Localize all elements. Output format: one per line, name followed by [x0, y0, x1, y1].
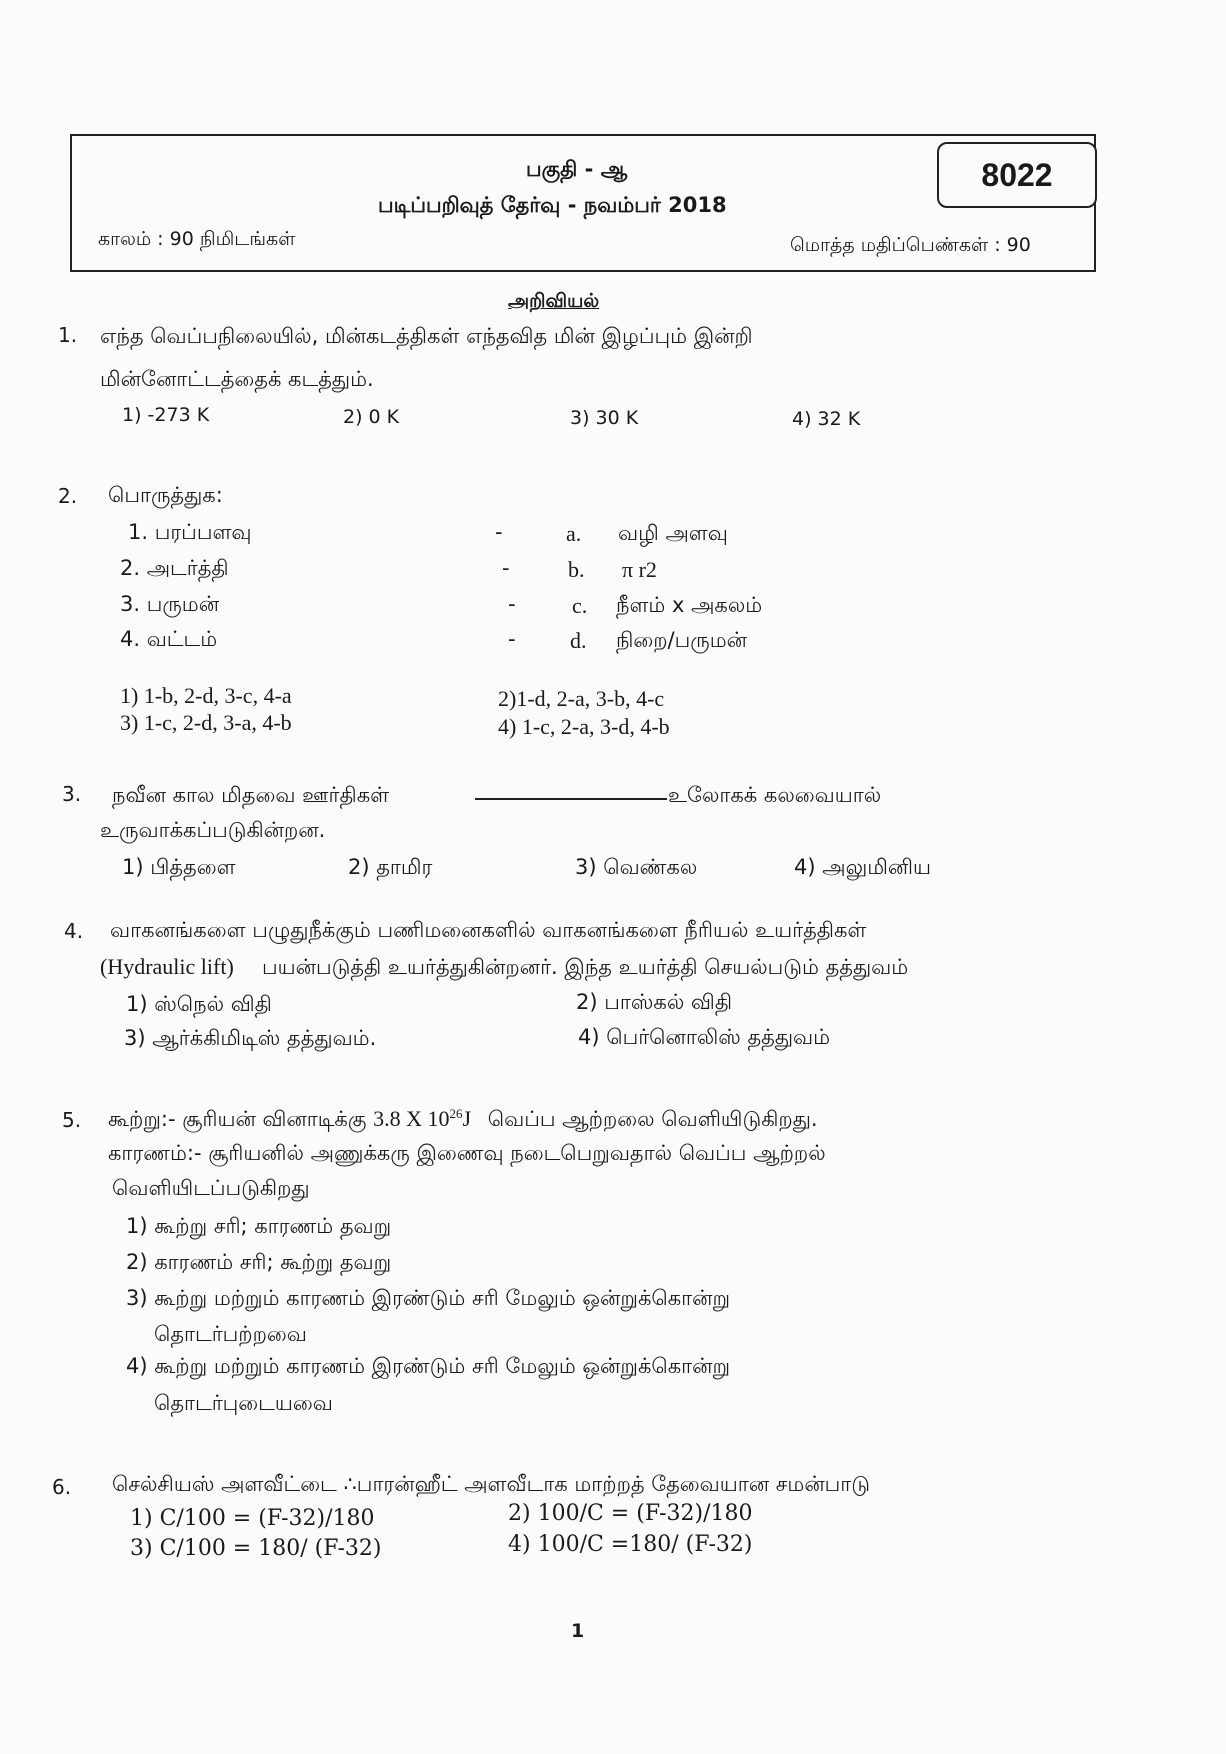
- question-3-line2: உருவாக்கப்படுகின்றன.: [100, 818, 326, 842]
- question-5-option-4: 4) கூற்று மற்றும் காரணம் இரண்டும் சரி மேலும் ஒன்றுக்கொன்று: [126, 1354, 731, 1378]
- question-1-line2: மின்னோட்டத்தைக் கடத்தும்.: [100, 367, 374, 391]
- question-4-option-4: 4) பெர்னொலிஸ் தத்துவம்: [578, 1025, 831, 1049]
- question-6-option-3: 3) C/100 = 180/ (F-32): [130, 1536, 382, 1561]
- match-right-letter-c: c.: [572, 593, 588, 618]
- question-6-line1: செல்சியஸ் அளவீட்டை ∴பாரன்ஹீட் அளவீடாக மாற்றத் தேவையான சமன்பாடு: [112, 1472, 871, 1496]
- question-1-number: 1.: [58, 323, 78, 347]
- match-right-c: நீளம் x அகலம்: [616, 593, 763, 617]
- match-right-letter-d: d.: [570, 628, 587, 653]
- question-5-exponent: 26: [449, 1106, 463, 1121]
- question-3-number: 3.: [62, 782, 82, 806]
- match-dash-1: -: [495, 520, 503, 544]
- total-marks: மொத்த மதிப்பெண்கள் : 90: [790, 234, 1031, 256]
- question-3-option-4: 4) அலுமினிய: [794, 855, 932, 879]
- match-left-1: 1. பரப்பளவு: [128, 520, 252, 544]
- question-2-option-4: 4) 1-c, 2-a, 3-d, 4-b: [498, 714, 670, 739]
- question-6-option-4: 4) 100/C =180/ (F-32): [508, 1532, 753, 1557]
- question-5-claim-start: கூற்று:- சூரியன் வினாடிக்கு: [108, 1107, 367, 1131]
- question-4-option-2: 2) பாஸ்கல் விதி: [576, 990, 733, 1014]
- match-left-2: 2. அடர்த்தி: [120, 556, 229, 580]
- question-5-value: 3.8 X 10: [373, 1106, 450, 1131]
- question-5-line3: வெளியிடப்படுகிறது: [112, 1176, 310, 1200]
- question-5-option-2: 2) காரணம் சரி; கூற்று தவறு: [126, 1250, 392, 1274]
- question-1-option-4: 4) 32 K: [792, 408, 861, 430]
- question-2-number: 2.: [58, 484, 78, 508]
- match-dash-3: -: [508, 592, 516, 616]
- question-4-number: 4.: [64, 919, 84, 943]
- question-5-line2: காரணம்:- சூரியனில் அணுக்கரு இணைவு நடைபெறுவதால் வெப்ப ஆற்றல்: [108, 1141, 826, 1165]
- question-2-option-2: 2)1-d, 2-a, 3-b, 4-c: [498, 686, 665, 711]
- question-2-option-1: 1) 1-b, 2-d, 3-c, 4-a: [120, 683, 292, 708]
- question-4-option-1: 1) ஸ்நெல் விதி: [126, 992, 272, 1016]
- question-1-option-3: 3) 30 K: [570, 407, 639, 429]
- question-5-line1: [108, 1106, 818, 1134]
- question-4-line2-ta: பயன்படுத்தி உயர்த்துகின்றனர். இந்த உயர்த்தி செயல்படும் தத்துவம்: [262, 955, 909, 979]
- question-1-option-2: 2) 0 K: [343, 406, 400, 428]
- question-1-option-1: 1) -273 K: [122, 404, 210, 426]
- question-5-option-1: 1) கூற்று சரி; காரணம் தவறு: [126, 1214, 392, 1238]
- question-3-line1-start: நவீன கால மிதவை ஊர்திகள்: [112, 783, 390, 807]
- match-dash-2: -: [502, 556, 510, 580]
- question-6-option-1: 1) C/100 = (F-32)/180: [130, 1506, 375, 1531]
- match-left-4: 4. வட்டம்: [120, 627, 218, 651]
- question-5-option-3: 3) கூற்று மற்றும் காரணம் இரண்டும் சரி மேலும் ஒன்றுக்கொன்று: [126, 1286, 731, 1310]
- duration: காலம் : 90 நிமிடங்கள்: [98, 228, 296, 250]
- paper-code: 8022: [937, 142, 1097, 208]
- question-4-line2-en: (Hydraulic lift): [100, 954, 234, 979]
- question-3-option-1: 1) பித்தளை: [122, 855, 236, 879]
- page-number: 1: [571, 1620, 585, 1642]
- question-3-blank: [475, 798, 667, 800]
- match-right-a: வழி அளவு: [618, 521, 728, 545]
- question-4-option-3: 3) ஆர்க்கிமிடிஸ் தத்துவம்.: [124, 1026, 377, 1050]
- question-5-number: 5.: [62, 1108, 82, 1132]
- part-title: பகுதி - ஆ: [526, 157, 628, 181]
- question-5-option-3-cont: தொடர்பற்றவை: [154, 1322, 307, 1346]
- question-3-option-2: 2) தாமிர: [348, 855, 433, 879]
- question-3-line1-end: உலோகக் கலவையால்: [668, 783, 882, 807]
- question-5-claim-end: வெப்ப ஆற்றலை வெளியிடுகிறது.: [487, 1107, 818, 1131]
- question-3-option-3: 3) வெண்கல: [575, 855, 698, 879]
- question-1-line1: எந்த வெப்பநிலையில், மின்கடத்திகள் எந்தவித மின் இழப்பும் இன்றி: [100, 324, 753, 348]
- question-2-prompt: பொருத்துக:: [108, 483, 223, 507]
- match-right-letter-b: b.: [568, 557, 585, 582]
- match-right-b: π r2: [622, 557, 657, 582]
- subject-title: அறிவியல்: [508, 290, 600, 312]
- question-5-option-4-cont: தொடர்புடையவை: [154, 1391, 333, 1415]
- match-right-d: நிறை/பருமன்: [616, 628, 747, 652]
- question-6-option-2: 2) 100/C = (F-32)/180: [508, 1501, 753, 1526]
- match-dash-4: -: [508, 627, 516, 651]
- exam-title: படிப்பறிவுத் தேர்வு - நவம்பர் 2018: [378, 193, 727, 217]
- question-6-number: 6.: [52, 1475, 72, 1499]
- question-5-unit: J: [462, 1106, 472, 1131]
- question-2-option-3: 3) 1-c, 2-d, 3-a, 4-b: [120, 710, 292, 735]
- match-left-3: 3. பருமன்: [120, 592, 220, 616]
- question-4-line1: வாகனங்களை பழுதுநீக்கும் பணிமனைகளில் வாகனங்களை நீரியல் உயர்த்திகள்: [110, 918, 867, 942]
- match-right-letter-a: a.: [566, 521, 582, 546]
